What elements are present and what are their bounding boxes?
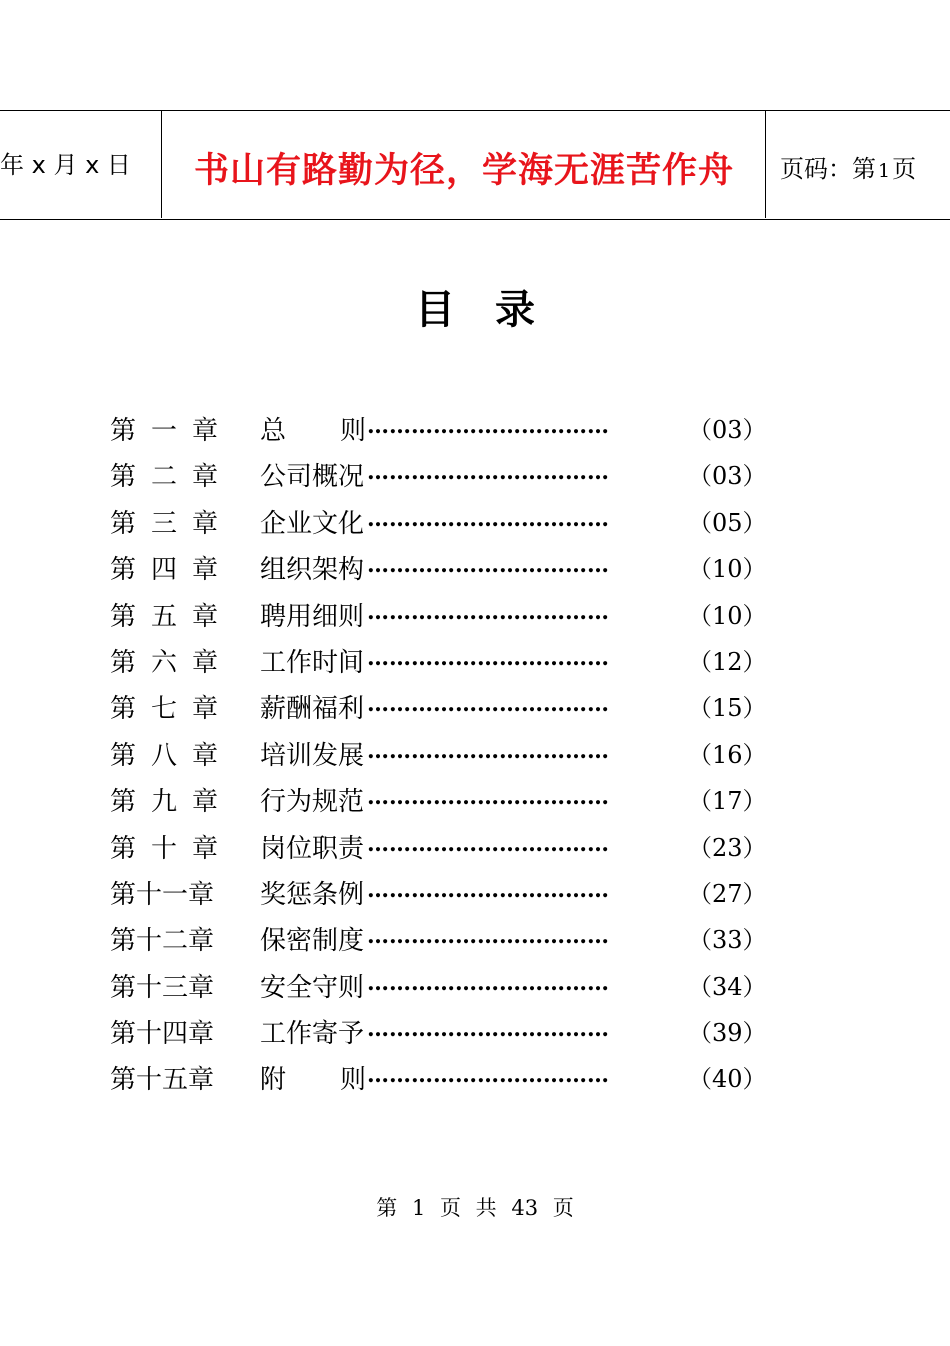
toc-leader-dots: …………………………… <box>367 552 609 579</box>
toc-chapter: 第 九 章 <box>110 787 218 818</box>
toc-chapter: 第 八 章 <box>110 740 218 771</box>
toc-chapter: 第 四 章 <box>110 555 218 586</box>
toc-page-number: （34） <box>688 972 767 1001</box>
toc-row <box>110 503 770 549</box>
toc-chapter: 第 七 章 <box>110 694 218 725</box>
toc-chapter: 第 五 章 <box>110 601 218 632</box>
toc-row <box>110 967 770 1013</box>
toc-chapter-name: 总 则 <box>260 416 366 446</box>
toc-chapter-name: 聘用细则 <box>260 601 365 632</box>
toc-leader-dots: …………………………… <box>367 876 609 903</box>
toc-chapter: 第十五章 <box>110 1065 215 1096</box>
toc-chapter-name: 工作时间 <box>260 647 365 678</box>
toc-leader-dots: …………………………… <box>367 830 609 857</box>
toc-page-number: （16） <box>688 740 767 769</box>
toc-leader-dots: …………………………… <box>367 505 609 532</box>
toc-leader-dots: …………………………… <box>367 737 609 764</box>
header-page-prefix: 页码：第 <box>780 155 876 183</box>
header-page-number <box>780 149 916 184</box>
toc-chapter-name: 培训发展 <box>260 740 365 771</box>
toc-leader-dots: …………………………… <box>367 413 609 439</box>
toc-page-number: （12） <box>688 647 767 676</box>
toc-leader-dots: …………………………… <box>367 1062 609 1089</box>
toc-row <box>110 1013 770 1059</box>
header-page-suffix: 页 <box>892 155 917 183</box>
header-page-cell <box>766 111 950 218</box>
toc-leader-dots: …………………………… <box>367 784 609 811</box>
toc-row <box>110 596 770 642</box>
toc-chapter-name: 安全守则 <box>260 972 365 1003</box>
toc-chapter-name: 工作寄予 <box>260 1019 365 1050</box>
toc-page-number: （05） <box>688 508 767 537</box>
toc-chapter-name: 薪酬福利 <box>260 694 365 725</box>
toc-page-number: （10） <box>688 555 767 584</box>
page-title: 目录 <box>415 286 575 333</box>
toc-page-number: （40） <box>688 1065 767 1094</box>
toc-page-number: （17） <box>688 787 767 816</box>
toc-chapter: 第 三 章 <box>110 508 218 539</box>
toc-chapter-name: 企业文化 <box>260 508 365 539</box>
header-page-num: 1 <box>878 160 891 182</box>
toc-chapter-name: 附 则 <box>260 1065 366 1096</box>
header-date: 年 x 月 x 日 <box>0 151 131 179</box>
toc-chapter-name: 岗位职责 <box>260 833 365 864</box>
toc-chapter-name: 奖惩条例 <box>260 879 365 910</box>
toc-leader-dots: …………………………… <box>367 644 609 671</box>
toc-row <box>110 735 770 781</box>
toc-leader-dots: …………………………… <box>367 459 609 486</box>
toc-chapter-name: 公司概况 <box>260 462 365 493</box>
toc-row <box>110 781 770 827</box>
toc-chapter: 第十四章 <box>110 1019 215 1050</box>
toc-chapter: 第 二 章 <box>110 462 218 493</box>
toc-chapter-name: 保密制度 <box>260 926 365 957</box>
header-motto-cell <box>162 111 766 218</box>
page-header <box>0 110 950 220</box>
toc-chapter: 第 一 章 <box>110 416 218 446</box>
toc-leader-dots: …………………………… <box>367 969 609 996</box>
toc-page-number: （27） <box>688 879 767 908</box>
toc-row <box>110 874 770 920</box>
toc-leader-dots: …………………………… <box>367 598 609 625</box>
table-of-contents <box>110 410 770 1106</box>
toc-page-number: （03） <box>688 416 767 444</box>
toc-page-number: （39） <box>688 1019 767 1048</box>
toc-row <box>110 456 770 502</box>
toc-chapter: 第十三章 <box>110 972 215 1003</box>
header-motto: 书山有路勤为径，学海无涯苦作舟 <box>193 150 734 191</box>
toc-page-number: （33） <box>688 926 767 955</box>
toc-chapter-name: 组织架构 <box>260 555 365 586</box>
header-date-cell <box>0 111 162 218</box>
toc-chapter: 第 六 章 <box>110 647 218 678</box>
toc-page-number: （03） <box>688 462 767 491</box>
toc-page-number: （15） <box>688 694 767 723</box>
toc-leader-dots: …………………………… <box>367 923 609 950</box>
toc-chapter: 第 十 章 <box>110 833 218 864</box>
page-footer: 第 1 页 共 43 页 <box>376 1196 574 1220</box>
toc-chapter: 第十二章 <box>110 926 215 957</box>
toc-chapter: 第十一章 <box>110 879 215 910</box>
toc-row <box>110 828 770 874</box>
toc-row <box>110 1059 770 1105</box>
toc-row <box>110 920 770 966</box>
toc-chapter-name: 行为规范 <box>260 787 365 818</box>
toc-leader-dots: …………………………… <box>367 691 609 718</box>
toc-leader-dots: …………………………… <box>367 1016 609 1043</box>
toc-row <box>110 688 770 734</box>
toc-page-number: （23） <box>688 833 767 862</box>
toc-row <box>110 410 770 456</box>
toc-row <box>110 549 770 595</box>
toc-row <box>110 642 770 688</box>
toc-page-number: （10） <box>688 601 767 630</box>
